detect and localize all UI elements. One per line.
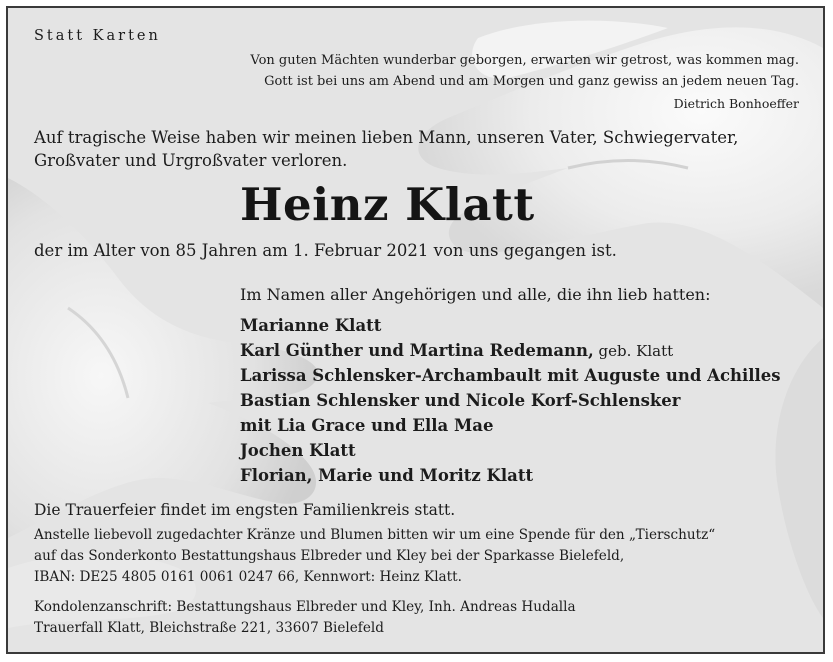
mourner-name: mit Lia Grace und Ella Mae xyxy=(240,416,494,435)
mourner-item xyxy=(240,363,781,388)
mourner-name: Karl Günther und Martina Redemann, xyxy=(240,341,594,360)
mourner-item xyxy=(240,438,781,463)
mourners-list xyxy=(240,313,781,488)
mourner-item xyxy=(240,388,781,413)
donation-line-2: auf das Sonderkonto Bestattungshaus Elbreder und Kley bei der Sparkasse Bielefeld, xyxy=(34,548,625,564)
mourner-item xyxy=(240,338,781,363)
intro-line-2: Großvater und Urgroßvater verloren. xyxy=(34,151,348,170)
mourner-name: Marianne Klatt xyxy=(240,316,382,335)
mourner-item xyxy=(240,413,781,438)
mourner-name: Larissa Schlensker-Archambault mit Auguste und Achilles xyxy=(240,366,781,385)
obituary-content xyxy=(8,8,823,652)
death-line: der im Alter von 85 Jahren am 1. Februar 2021 von uns gegangen ist. xyxy=(34,241,617,260)
condolence-line-2: Trauerfall Klatt, Bleichstraße 221, 33607 Bielefeld xyxy=(34,620,384,636)
quote-line-2: Gott ist bei uns am Abend und am Morgen und ganz gewiss an jedem neuen Tag. xyxy=(264,74,799,89)
mourner-name: Florian, Marie und Moritz Klatt xyxy=(240,466,534,485)
quote-line-1: Von guten Mächten wunderbar geborgen, erwarten wir getrost, was kommen mag. xyxy=(250,53,799,68)
header-statt-karten: Statt Karten xyxy=(34,28,161,44)
mourner-suffix: geb. Klatt xyxy=(593,342,674,360)
mourner-name: Bastian Schlensker und Nicole Korf-Schlensker xyxy=(240,391,681,410)
on-behalf-line: Im Namen aller Angehörigen und alle, die ihn lieb hatten: xyxy=(240,285,711,304)
intro-line-1: Auf tragische Weise haben wir meinen lieben Mann, unseren Vater, Schwiegervater, xyxy=(34,128,739,147)
mourner-item xyxy=(240,463,781,488)
condolence-line-1: Kondolenzanschrift: Bestattungshaus Elbreder und Kley, Inh. Andreas Hudalla xyxy=(34,599,576,615)
donation-line-1: Anstelle liebevoll zugedachter Kränze und Blumen bitten wir um eine Spende für den „Tierschutz“ xyxy=(34,527,716,543)
obituary-frame xyxy=(6,6,825,654)
mourner-name: Jochen Klatt xyxy=(240,441,356,460)
funeral-line: Die Trauerfeier findet im engsten Familienkreis statt. xyxy=(34,501,456,519)
quote-author: Dietrich Bonhoeffer xyxy=(673,96,799,111)
donation-line-3: IBAN: DE25 4805 0161 0061 0247 66, Kennwort: Heinz Klatt. xyxy=(34,569,462,585)
deceased-name: Heinz Klatt xyxy=(240,178,535,231)
mourner-item xyxy=(240,313,781,338)
